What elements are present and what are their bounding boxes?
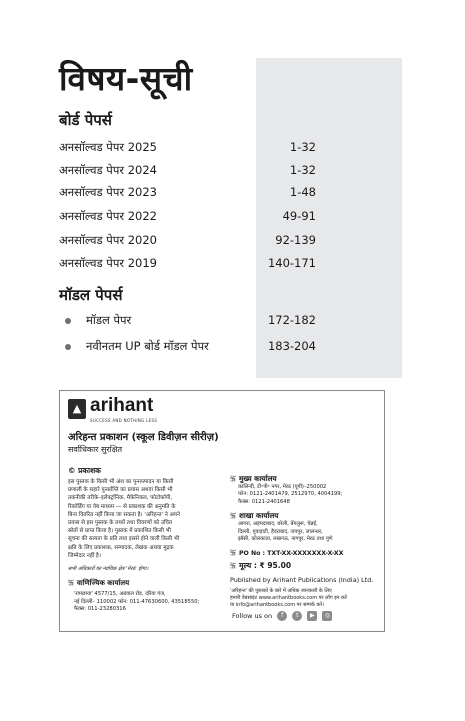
toc-pages: 183-204 xyxy=(267,339,316,353)
bullet-icon xyxy=(65,344,71,350)
toc-pages: 92-139 xyxy=(275,233,316,247)
publisher-column xyxy=(68,466,220,572)
toc-label: अनसॉल्वड पेपर 2025 xyxy=(59,140,157,154)
toc-label: अनसॉल्वड पेपर 2020 xyxy=(59,233,157,247)
published-by: Published by Arihant Publications (India) Ltd. xyxy=(230,576,374,585)
toc-row[interactable] xyxy=(59,140,316,156)
toc-row[interactable] xyxy=(59,256,316,272)
website-info: 'अरिहन्त' की पुस्तकों के बारे में अधिक जानकारी के लिए हमारी वेबसाइट www.arihantbooks.com पर लॉग इन करें या info@arihantbooks.com पर सम्पर्क करें। xyxy=(230,588,347,609)
toc-row[interactable] xyxy=(59,185,316,201)
toc-pages: 172-182 xyxy=(267,313,316,327)
om-mark-icon: 卐 xyxy=(230,476,237,483)
publisher-name: अरिहन्त प्रकाशन (स्कूल डिवीज़न सीरीज़) xyxy=(68,432,219,443)
bullet-icon xyxy=(65,318,71,324)
toc-label: मॉडल पेपर xyxy=(86,313,132,327)
toc-pages: 1-48 xyxy=(289,185,316,199)
logo-mark-icon: ▲ xyxy=(68,399,86,419)
toc-pages: 49-91 xyxy=(282,209,316,223)
office-column xyxy=(230,474,380,609)
toc-row[interactable] xyxy=(65,339,316,355)
om-mark-icon: 卐 xyxy=(68,580,75,587)
logo-wordmark: arihant xyxy=(90,395,154,416)
om-mark-icon: 卐 xyxy=(230,513,237,521)
toc-pages: 1-32 xyxy=(289,163,316,177)
toc-pages: 140-171 xyxy=(267,256,316,270)
follow-label: Follow us on xyxy=(232,612,273,620)
toc-row[interactable] xyxy=(59,209,316,225)
om-mark-icon: 卐 xyxy=(230,563,237,571)
logo-tagline: SUCCESS AND NOTHING LESS xyxy=(90,418,158,423)
youtube-icon[interactable]: ▶ xyxy=(307,611,317,621)
social-follow xyxy=(232,611,332,621)
branch-offices: 卐 शाखा कार्यालय आगरा, अहमदाबाद, बरेली, बेंगलुरू, चेन्नई, दिल्ली, गुवाहाटी, हैदराबाद, जयपुर, जालन्धर, झाँसी, कोलकाता, लखनऊ, नागपुर, मेरठ तथा पुणे xyxy=(230,511,333,543)
toc-row[interactable] xyxy=(65,313,316,329)
imprint-box xyxy=(59,390,385,632)
publisher-heading: © प्रकाशक xyxy=(68,466,101,475)
page-title: विषय-सूची xyxy=(59,59,193,98)
toc-row[interactable] xyxy=(59,163,316,179)
toc-label: अनसॉल्वड पेपर 2019 xyxy=(59,256,157,270)
disclaimer-text: इस पुस्तक के किसी भी अंश का पुनरुत्पादन या किसी प्रणाली के सहारे पुनर्प्राप्ति का प्रयास अथवा किसी भी तकनीकी तरीके–इलेक्ट्रॉनिक, मैकेनिकल, फोटोकॉपी, रिकॉर्डिंग या वेब माध्यम — से प्रकाशक की अनुमति के बिना वितरित नहीं किया जा सकता है। 'अरिहन्त' ने अपने प्रयास से इस पुस्तक के तथ्यों तथा विवरणों को उचित स्रोतों से प्राप्त किया है। पुस्तक में प्रकाशित किसी भी सूचना की सत्यता के प्रति तथा इससे होने वाली किसी भी क्षति के लिए प्रकाशक, सम्पादक, लेखक अथवा मुद्रक जिम्मेदार नहीं है। xyxy=(68,479,180,559)
board-papers-heading: बोर्ड पेपर्स xyxy=(59,111,112,129)
toc-label: अनसॉल्वड पेपर 2022 xyxy=(59,209,157,223)
toc-label: अनसॉल्वड पेपर 2024 xyxy=(59,163,157,177)
commercial-office: 卐 वाणिज्यिक कार्यालय 'रामछाया' 4577/15, अग्रवाल रोड, दरिया गंज, नई दिल्ली– 110002 फोन: 011-47630600, 43518550; फैक्स: 011-23280316 xyxy=(68,579,200,613)
facebook-icon[interactable]: f xyxy=(277,611,287,621)
instagram-icon[interactable]: ◎ xyxy=(322,611,332,621)
jurisdiction-note: सभी अधिकारों का न्यायिक क्षेत्र 'मेरठ' होगा। xyxy=(68,566,149,573)
toc-pages: 1-32 xyxy=(289,140,316,154)
toc-label: अनसॉल्वड पेपर 2023 xyxy=(59,185,157,199)
model-papers-heading: मॉडल पेपर्स xyxy=(59,286,123,304)
toc-label: नवीनतम UP बोर्ड मॉडल पेपर xyxy=(86,339,209,353)
toc-row[interactable] xyxy=(59,233,316,249)
rights-notice: सर्वाधिकार सुरक्षित xyxy=(68,445,122,454)
price: मूल्य : ₹ 95.00 xyxy=(239,561,292,571)
head-office: 卐 मुख्य कार्यालय कालिन्दी, टी॰पी॰ नगर, मेरठ (यूपी)–250002 फोन: 0121-2401479, 2512970, 4004199; फैक्स: 0121-2401648 xyxy=(230,474,343,505)
om-mark-icon: 卐 xyxy=(230,550,237,558)
po-number: PO No : TXT-XX-XXXXXXX-X-XX xyxy=(239,550,344,558)
twitter-icon[interactable]: t xyxy=(292,611,302,621)
